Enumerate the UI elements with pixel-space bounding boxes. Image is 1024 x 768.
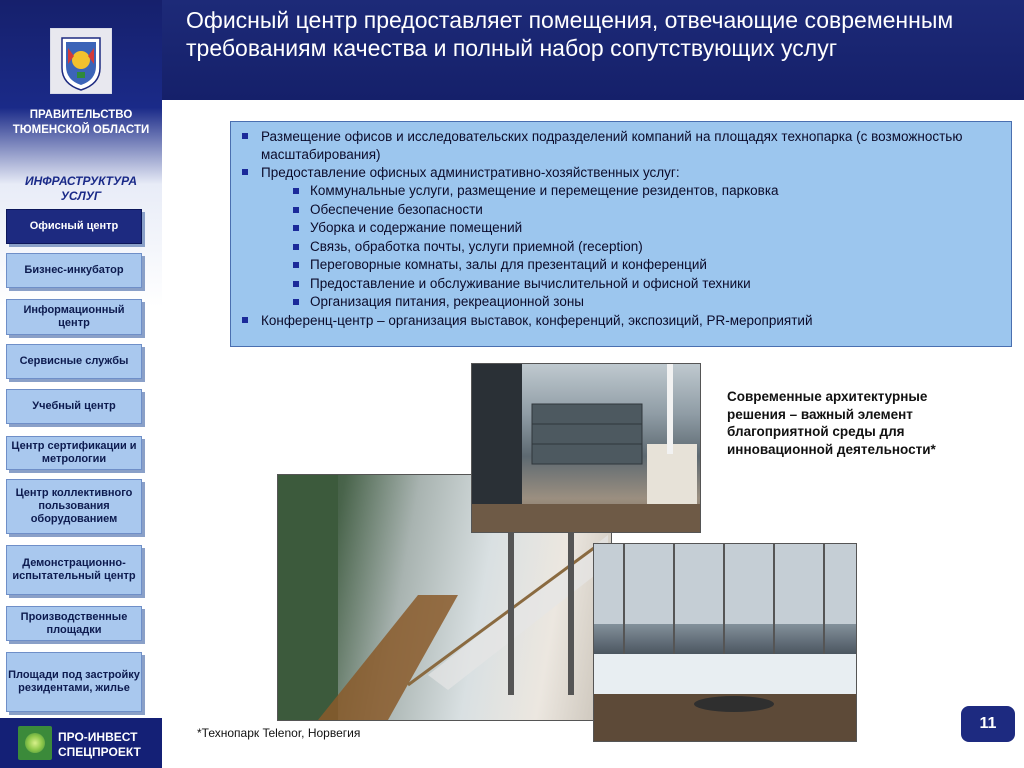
list-item: Размещение офисов и исследовательских подразделений компаний на площадях технопарка (с возможностью масштабирования) xyxy=(231,128,1011,164)
bullet-icon xyxy=(242,169,248,175)
sidebar-item-service-units[interactable]: Сервисные службы xyxy=(6,344,142,379)
bullet-icon xyxy=(293,281,299,287)
brand-logo xyxy=(0,718,162,768)
sidebar-item-business-incubator[interactable]: Бизнес-инкубатор xyxy=(6,253,142,288)
services-panel xyxy=(230,121,1012,347)
bullet-icon xyxy=(242,317,248,323)
list-item: Предоставление офисных административно-хозяйственных услуг: xyxy=(231,164,1011,182)
sub-list-item: Связь, обработка почты, услуги приемной (reception) xyxy=(231,238,1011,257)
sidebar-item-training-center[interactable]: Учебный центр xyxy=(6,389,142,424)
brand-name: ПРО-ИНВЕСТ СПЕЦПРОЕКТ xyxy=(58,730,141,759)
bullet-icon xyxy=(293,299,299,305)
sub-list-item: Организация питания, рекреационной зоны xyxy=(231,293,1011,312)
photo-caption: Современные архитектурные решения – важный элемент благоприятной среды для инновационной деятельности* xyxy=(727,389,936,457)
sidebar-item-certification-center[interactable]: Центр сертификации и метрологии xyxy=(6,436,142,470)
sidebar-item-production-sites[interactable]: Производственные площадки xyxy=(6,606,142,641)
sub-list-item: Коммунальные услуги, размещение и перемещение резидентов, парковка xyxy=(231,182,1011,201)
bullet-icon xyxy=(293,207,299,213)
sidebar-item-resident-construction[interactable]: Площади под застройку резидентами, жилье xyxy=(6,652,142,712)
sub-list-item: Обеспечение безопасности xyxy=(231,201,1011,220)
sidebar-item-office-center[interactable]: Офисный центр xyxy=(6,209,142,244)
bullet-icon xyxy=(242,133,248,139)
bullet-icon xyxy=(293,188,299,194)
sub-list-item: Переговорные комнаты, залы для презентаций и конференций xyxy=(231,256,1011,275)
bullet-icon xyxy=(293,225,299,231)
bullet-icon xyxy=(293,244,299,250)
page-title: Офисный центр предоставляет помещения, отвечающие современным требованиям качества и полный набор сопутствующих услуг xyxy=(186,7,954,61)
section-title: ИНФРАСТРУКТУРА УСЛУГ xyxy=(24,174,138,203)
sidebar-item-demo-testing-center[interactable]: Демонстрационно-испытательный центр xyxy=(6,545,142,595)
photo-glass-facade xyxy=(593,543,857,742)
sub-list-item: Уборка и содержание помещений xyxy=(231,219,1011,238)
brand-mark-icon xyxy=(18,726,52,760)
sidebar-item-shared-equipment-center[interactable]: Центр коллективного пользования оборудованием xyxy=(6,479,142,534)
photo-facade-illustration xyxy=(594,544,856,741)
bullet-icon xyxy=(293,262,299,268)
sidebar-item-information-center[interactable]: Информационный центр xyxy=(6,299,142,335)
government-title: ПРАВИТЕЛЬСТВО ТЮМЕНСКОЙ ОБЛАСТИ xyxy=(12,109,150,136)
photo-atrium-illustration xyxy=(472,364,700,532)
photo-atrium-interior xyxy=(471,363,701,533)
sub-list-item: Предоставление и обслуживание вычислительной и офисной техники xyxy=(231,275,1011,294)
page-number: 11 xyxy=(961,706,1015,742)
list-item: Конференц-центр – организация выставок, конференций, экспозиций, PR-мероприятий xyxy=(231,312,1011,330)
footnote: *Технопарк Telenor, Норвегия xyxy=(197,726,361,740)
coat-of-arms-icon xyxy=(50,28,112,94)
